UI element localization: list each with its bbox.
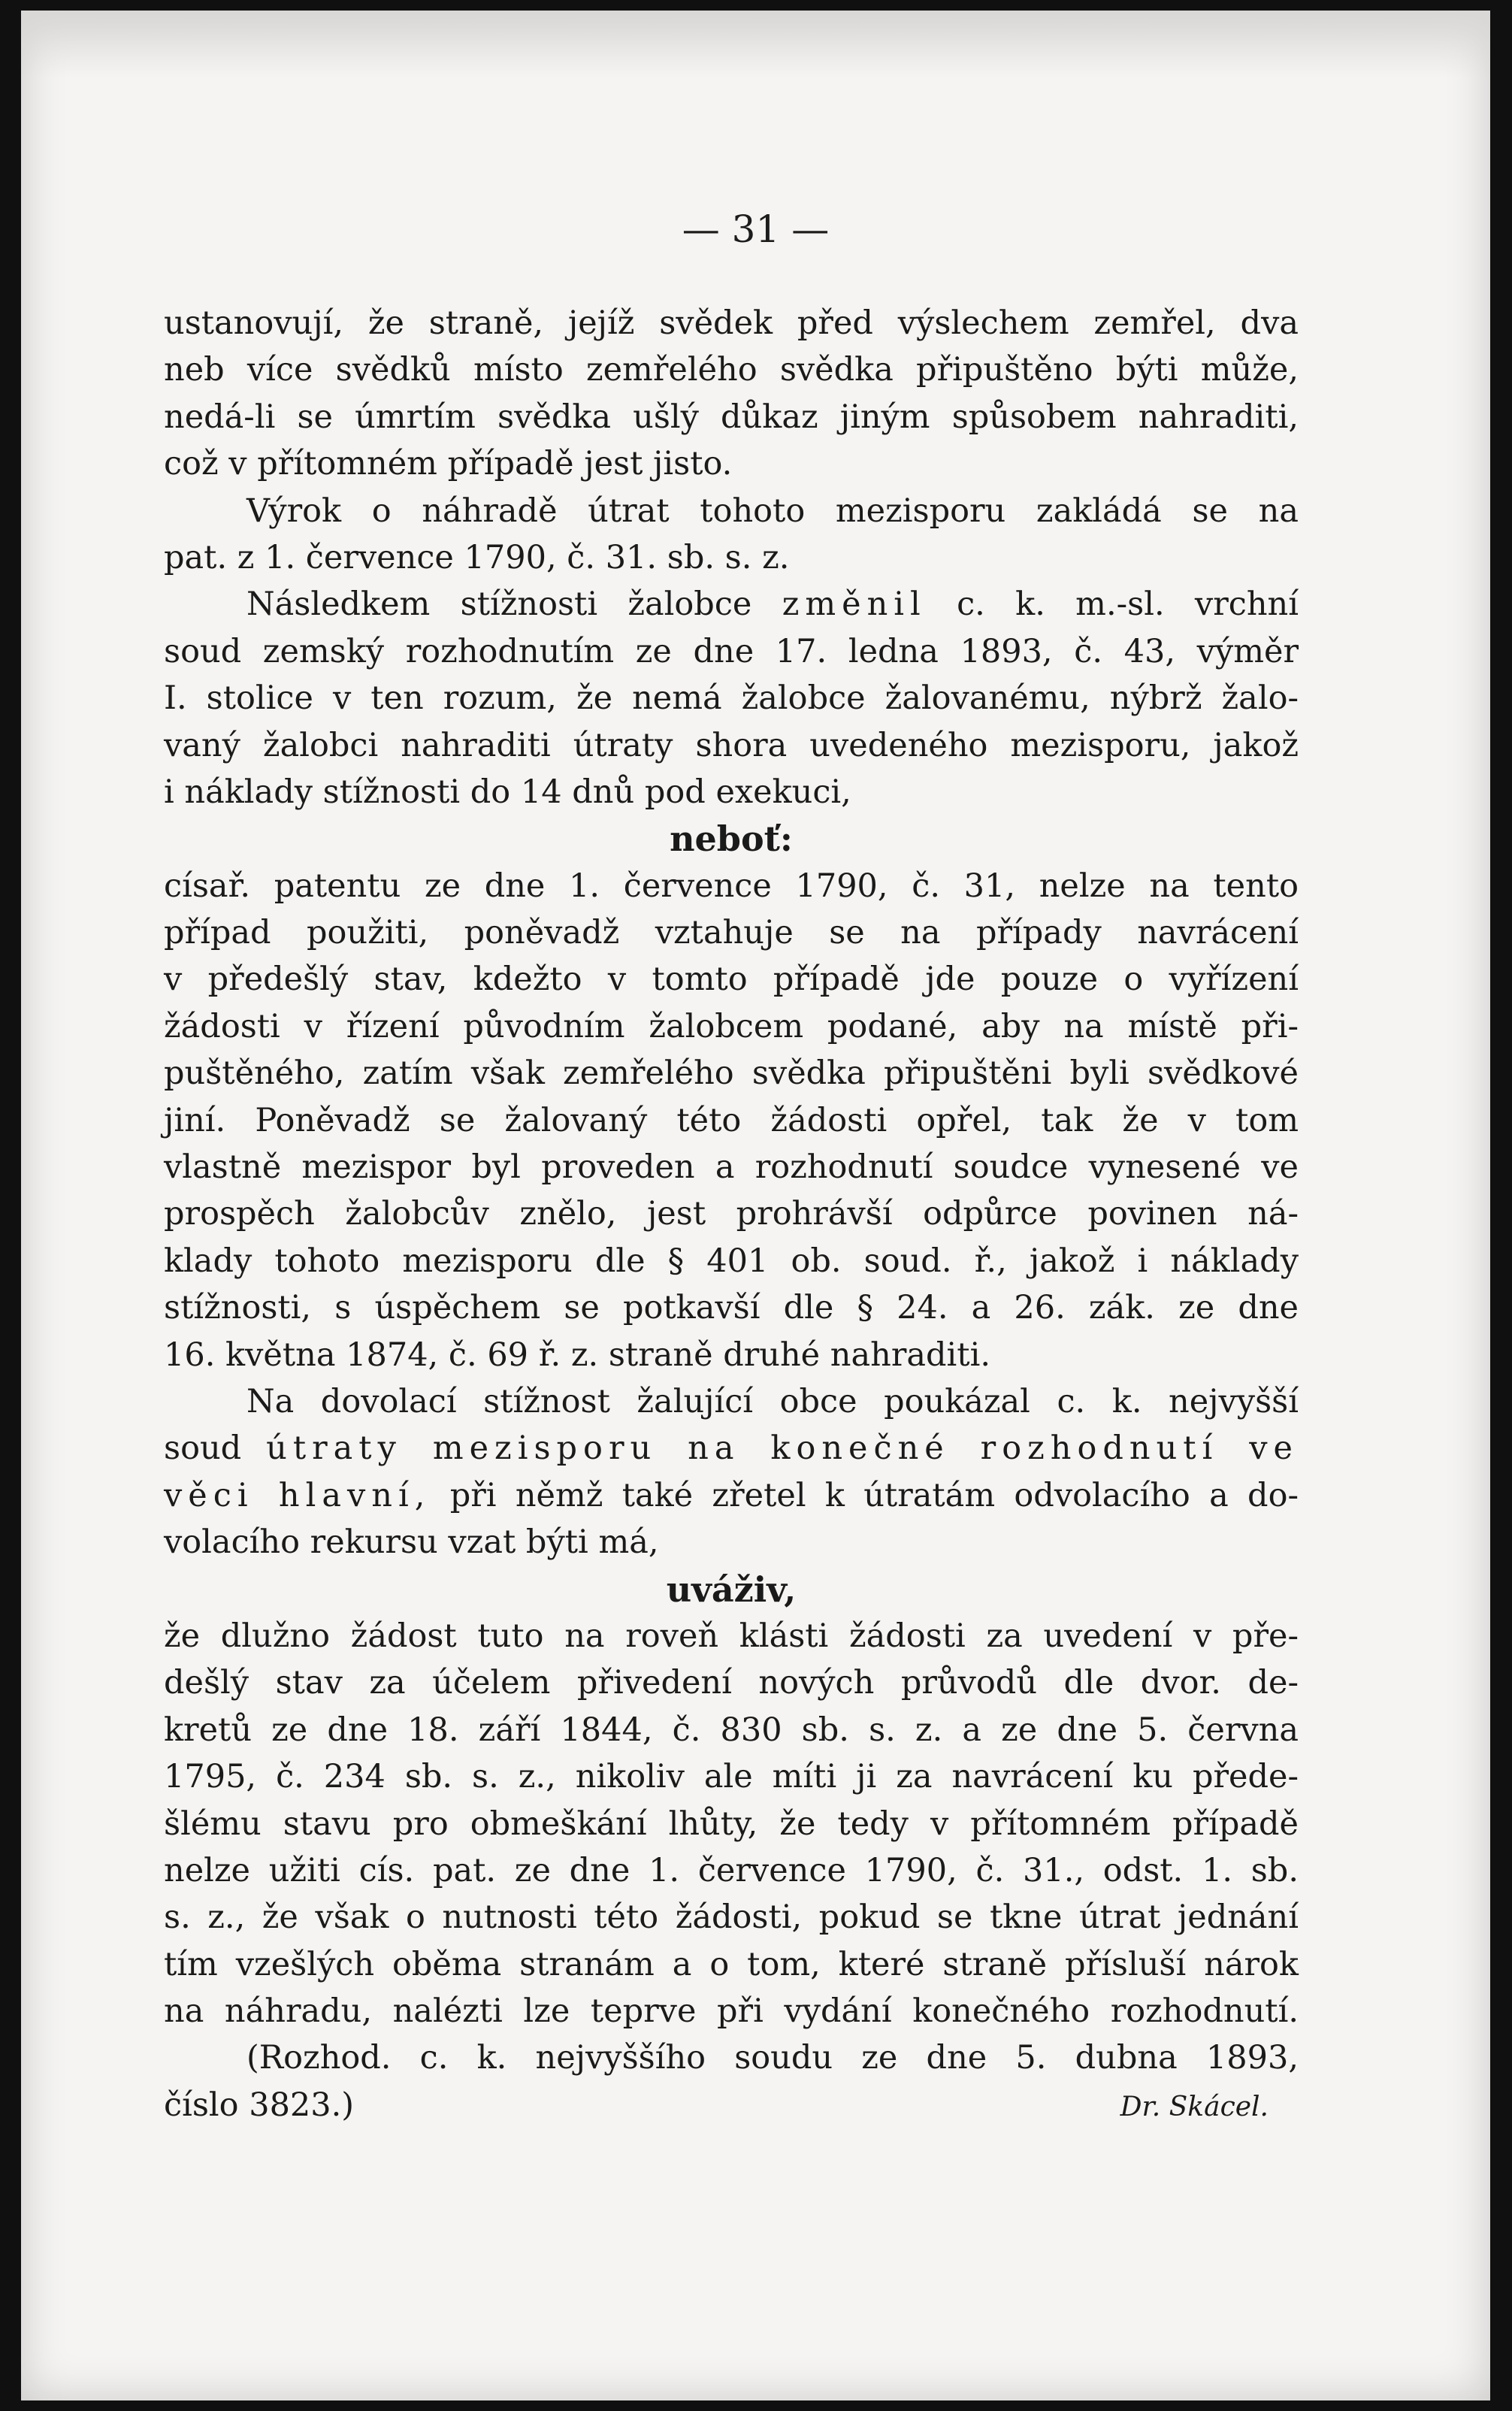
text-line: s. z., že však o nutnosti této žádosti, pokud se tkne útrat jednání bbox=[164, 1898, 1299, 1937]
spaced-phrase: útraty mezisporu na konečné rozhodnutí ve bbox=[266, 1429, 1299, 1468]
text-line: I. stolice v ten rozum, že nemá žalobce žalovanému, nýbrž žalo- bbox=[164, 679, 1299, 718]
section-heading: uváživ, bbox=[666, 1569, 797, 1610]
text-line: šlému stavu pro obmeškání lhůty, že tedy v přítomném případě bbox=[164, 1804, 1299, 1843]
text-line: v předešlý stav, kdežto v tomto případě jde pouze o vyřízení bbox=[164, 960, 1299, 999]
text-line: Na dovolací stížnost žalující obce poukázal c. k. nejvyšší bbox=[246, 1382, 1299, 1420]
text-fragment: při němž také zřetel k útratám odvolacího a do- bbox=[449, 1476, 1299, 1514]
text-line: 16. května 1874, č. 69 ř. z. straně druhé nahraditi. bbox=[164, 1336, 990, 1374]
text-line: i náklady stížnosti do 14 dnů pod exekuci, bbox=[164, 773, 851, 811]
signature-row bbox=[164, 2082, 1299, 2128]
text-line: ustanovují, že straně, jejíž svědek před výslechem zemřel, dva bbox=[164, 304, 1299, 342]
text-line: volacího rekursu vzat býti má, bbox=[164, 1523, 659, 1562]
text-line: Výrok o náhradě útrat tohoto mezisporu zakládá se na bbox=[246, 492, 1299, 530]
text-line bbox=[164, 1425, 1299, 1472]
spaced-word: změnil bbox=[782, 585, 927, 624]
citation-number: číslo 3823.) bbox=[164, 2086, 355, 2124]
text-line: což v přítomném případě jest jisto. bbox=[164, 445, 733, 483]
text-line: pat. z 1. července 1790, č. 31. sb. s. z. bbox=[164, 538, 790, 576]
text-line: jiní. Poněvadž se žalovaný této žádosti opřel, tak že v tom bbox=[164, 1101, 1299, 1139]
signature: Dr. Skácel. bbox=[1120, 2091, 1269, 2122]
text-line: (Rozhod. c. k. nejvyššího soudu ze dne 5. dubna 1893, bbox=[246, 2039, 1299, 2077]
body-text bbox=[164, 300, 1299, 2128]
text-line: puštěného, zatím však zemřelého svědka připuštěni byli svědkové bbox=[164, 1054, 1299, 1093]
text-fragment: soud bbox=[164, 1429, 242, 1468]
text-line: vlastně mezispor byl proveden a rozhodnutí soudce vynesené ve bbox=[164, 1148, 1299, 1187]
text-line: tím vzešlých oběma stranám a o tom, které straně přísluší nárok bbox=[164, 1945, 1299, 1983]
text-line: nedá-li se úmrtím svědka ušlý důkaz jiným spůsobem nahraditi, bbox=[164, 398, 1299, 436]
text-fragment: c. k. m.-sl. vrchní bbox=[957, 585, 1299, 624]
text-line: vaný žalobci nahraditi útraty shora uvedeného mezisporu, jakož bbox=[164, 726, 1299, 764]
text-line bbox=[164, 1472, 1299, 1519]
text-line: klady tohoto mezisporu dle § 401 ob. soud. ř., jakož i náklady bbox=[164, 1242, 1299, 1280]
text-line: soud zemský rozhodnutím ze dne 17. ledna 1893, č. 43, výměr bbox=[164, 632, 1299, 670]
text-line: na náhradu, nalézti lze teprve při vydání konečného rozhodnutí. bbox=[164, 1992, 1299, 2031]
text-line: prospěch žalobcův znělo, jest prohrávší odpůrce povinen ná- bbox=[164, 1195, 1299, 1233]
section-heading: neboť: bbox=[670, 818, 793, 860]
text-line: že dlužno žádost tuto na roveň klásti žádosti za uvedení v pře- bbox=[164, 1617, 1299, 1655]
text-line: případ použiti, poněvadž vztahuje se na případy navrácení bbox=[164, 914, 1299, 952]
text-line: nelze užiti cís. pat. ze dne 1. července 1790, č. 31., odst. 1. sb. bbox=[164, 1851, 1299, 1889]
text-line: císař. patentu ze dne 1. července 1790, č. 31, nelze na tento bbox=[164, 867, 1299, 905]
text-line: žádosti v řízení původním žalobcem podané, aby na místě při- bbox=[164, 1007, 1299, 1045]
text-line: stížnosti, s úspěchem se potkavší dle § 24. a 26. zák. ze dne bbox=[164, 1289, 1299, 1327]
page-number: — 31 — bbox=[682, 207, 830, 251]
text-fragment: Následkem stížnosti žalobce bbox=[246, 585, 752, 624]
text-line bbox=[164, 581, 1299, 628]
text-line: 1795, č. 234 sb. s. z., nikoliv ale míti ji za navrácení ku přede- bbox=[164, 1758, 1299, 1796]
scan-shadow bbox=[21, 11, 1490, 78]
text-line: neb více svědků místo zemřelého svědka připuštěno býti může, bbox=[164, 351, 1299, 389]
spaced-phrase: věci hlavní, bbox=[164, 1476, 431, 1514]
text-line: dešlý stav za účelem přivedení nových průvodů dle dvor. de- bbox=[164, 1664, 1299, 1702]
document-page bbox=[21, 11, 1490, 2400]
text-line: kretů ze dne 18. září 1844, č. 830 sb. s. z. a ze dne 5. června bbox=[164, 1711, 1299, 1749]
